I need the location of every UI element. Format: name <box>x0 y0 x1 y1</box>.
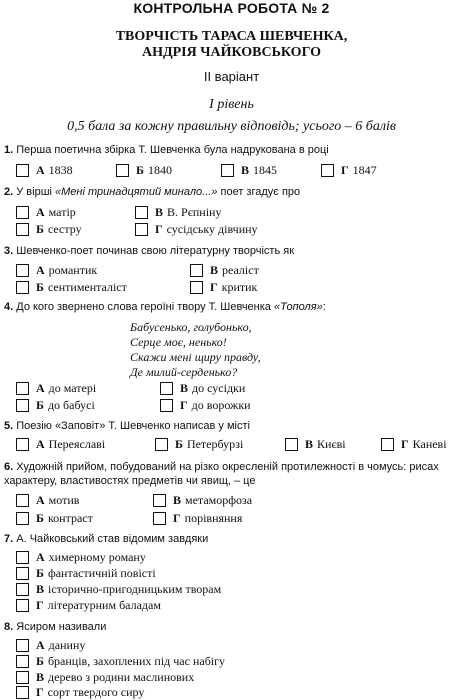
question-text: Ясиром називали <box>16 621 107 633</box>
checkbox[interactable] <box>16 512 29 525</box>
checkbox[interactable] <box>16 223 29 236</box>
poem-line: Скажи мені щиру правду, <box>130 350 261 364</box>
question-number: 1. <box>4 144 14 156</box>
q5-option-a[interactable]: А Переяславі <box>16 437 105 452</box>
question-number: 2. <box>4 186 14 198</box>
question-2: 2. У вірші «Мені тринадцятий минало...» поет згадує про <box>4 186 301 198</box>
checkbox[interactable] <box>16 399 29 412</box>
checkbox[interactable] <box>16 583 29 596</box>
question-number: 4. <box>4 301 14 313</box>
question-text: А. Чайковський став відомим завдяки <box>16 533 209 545</box>
question-text: Перша поетична збірка Т. Шевченка була надрукована в році <box>16 144 329 156</box>
q8-option-g[interactable]: Г сорт твердого сиру <box>16 685 144 700</box>
q3-option-b[interactable]: Б сентименталіст <box>16 280 127 295</box>
q7-option-b[interactable]: Б фантастичній повісті <box>16 566 156 581</box>
checkbox[interactable] <box>16 438 29 451</box>
checkbox[interactable] <box>321 164 334 177</box>
q5-option-v[interactable]: В Києві <box>285 437 346 452</box>
checkbox[interactable] <box>155 438 168 451</box>
checkbox[interactable] <box>160 399 173 412</box>
checkbox[interactable] <box>190 264 203 277</box>
checkbox[interactable] <box>16 567 29 580</box>
q4-option-v[interactable]: В до сусідки <box>160 381 245 396</box>
q1-option-a[interactable]: А 1838 <box>16 163 73 178</box>
q3-option-a[interactable]: А романтик <box>16 263 97 278</box>
question-text: Поезію «Заповіт» Т. Шевченко написав у місті <box>16 420 250 432</box>
q2-option-g[interactable]: Г сусідську дівчину <box>135 222 258 237</box>
q4-option-g[interactable]: Г до ворожки <box>160 398 251 413</box>
question-8 <box>4 620 460 634</box>
checkbox[interactable] <box>16 639 29 652</box>
question-text: Художній прийом, побудований на різко окресленій протилежності в чомусь: рисах характеру, властивостях предметів чи явищ, – це <box>4 461 439 487</box>
level-label: I рівень <box>209 97 254 112</box>
question-number: 7. <box>4 533 14 545</box>
q4-option-b[interactable]: Б до бабусі <box>16 398 95 413</box>
subtitle-line-2: АНДРІЯ ЧАЙКОВСЬКОГО <box>141 45 322 60</box>
score-note: 0,5 бала за кожну правильну відповідь; усього – 6 балів <box>67 119 396 134</box>
q1-option-b[interactable]: Б 1840 <box>116 163 172 178</box>
question-7 <box>4 532 460 546</box>
checkbox[interactable] <box>16 551 29 564</box>
checkbox[interactable] <box>16 281 29 294</box>
checkbox[interactable] <box>153 494 166 507</box>
q6-option-g[interactable]: Г порівняння <box>153 511 242 526</box>
question-number: 5. <box>4 420 14 432</box>
subtitle-line-1: ТВОРЧІСТЬ ТАРАСА ШЕВЧЕНКА, <box>115 29 348 44</box>
checkbox[interactable] <box>135 223 148 236</box>
question-4: 4. До кого звернено слова героїні твору Т. Шевченка «Тополя»: <box>4 301 326 313</box>
question-text: Шевченко-поет починав свою літературну творчість як <box>16 245 294 257</box>
checkbox[interactable] <box>153 512 166 525</box>
question-number: 8. <box>4 621 14 633</box>
test-title: КОНТРОЛЬНА РОБОТА № 2 <box>133 0 330 16</box>
q5-option-g[interactable]: Г Каневі <box>381 437 447 452</box>
poem-line: Де милий-серденько? <box>130 365 238 379</box>
question-6 <box>4 460 460 488</box>
checkbox[interactable] <box>16 655 29 668</box>
q2-option-v[interactable]: В В. Рєпніну <box>135 205 221 220</box>
question-3 <box>4 244 460 258</box>
test-subtitle <box>0 29 463 61</box>
poem-quote <box>130 320 261 380</box>
variant-label: II варіант <box>203 69 260 84</box>
question-number: 3. <box>4 245 14 257</box>
q7-option-a[interactable]: А химерному роману <box>16 550 146 565</box>
q8-option-b[interactable]: Б бранців, захоплених під час набігу <box>16 654 225 669</box>
checkbox[interactable] <box>190 281 203 294</box>
q7-option-g[interactable]: Г літературним баладам <box>16 598 161 613</box>
question-number: 6. <box>4 461 14 473</box>
checkbox[interactable] <box>16 599 29 612</box>
q6-option-v[interactable]: В метаморфоза <box>153 493 252 508</box>
question-5 <box>4 419 460 433</box>
checkbox[interactable] <box>16 494 29 507</box>
q2-option-a[interactable]: А матір <box>16 205 76 220</box>
q6-option-b[interactable]: Б контраст <box>16 511 93 526</box>
q3-option-g[interactable]: Г критик <box>190 280 257 295</box>
checkbox[interactable] <box>116 164 129 177</box>
q1-option-g[interactable]: Г 1847 <box>321 163 377 178</box>
checkbox[interactable] <box>381 438 394 451</box>
poem-title: «Мені тринадцятий минало...» <box>55 186 218 198</box>
q6-option-a[interactable]: А мотив <box>16 493 79 508</box>
checkbox[interactable] <box>16 671 29 684</box>
checkbox[interactable] <box>16 164 29 177</box>
checkbox[interactable] <box>16 382 29 395</box>
checkbox[interactable] <box>135 206 148 219</box>
question-1 <box>4 143 460 157</box>
checkbox[interactable] <box>221 164 234 177</box>
q4-option-a[interactable]: А до матері <box>16 381 96 396</box>
checkbox[interactable] <box>160 382 173 395</box>
checkbox[interactable] <box>285 438 298 451</box>
q1-option-v[interactable]: В 1845 <box>221 163 277 178</box>
q2-option-b[interactable]: Б сестру <box>16 222 82 237</box>
q8-option-a[interactable]: А данину <box>16 638 85 653</box>
checkbox[interactable] <box>16 264 29 277</box>
checkbox[interactable] <box>16 206 29 219</box>
q3-option-v[interactable]: В реаліст <box>190 263 259 278</box>
q7-option-v[interactable]: В історично-пригодницьким творам <box>16 582 221 597</box>
q8-option-v[interactable]: В дерево з родини маслинових <box>16 670 194 685</box>
poem-title: «Тополя» <box>273 301 323 313</box>
poem-line: Бабусенько, голубонько, <box>130 320 252 334</box>
poem-line: Серце моє, ненько! <box>130 335 227 349</box>
q5-option-b[interactable]: Б Петербурзі <box>155 437 243 452</box>
checkbox[interactable] <box>16 686 29 699</box>
